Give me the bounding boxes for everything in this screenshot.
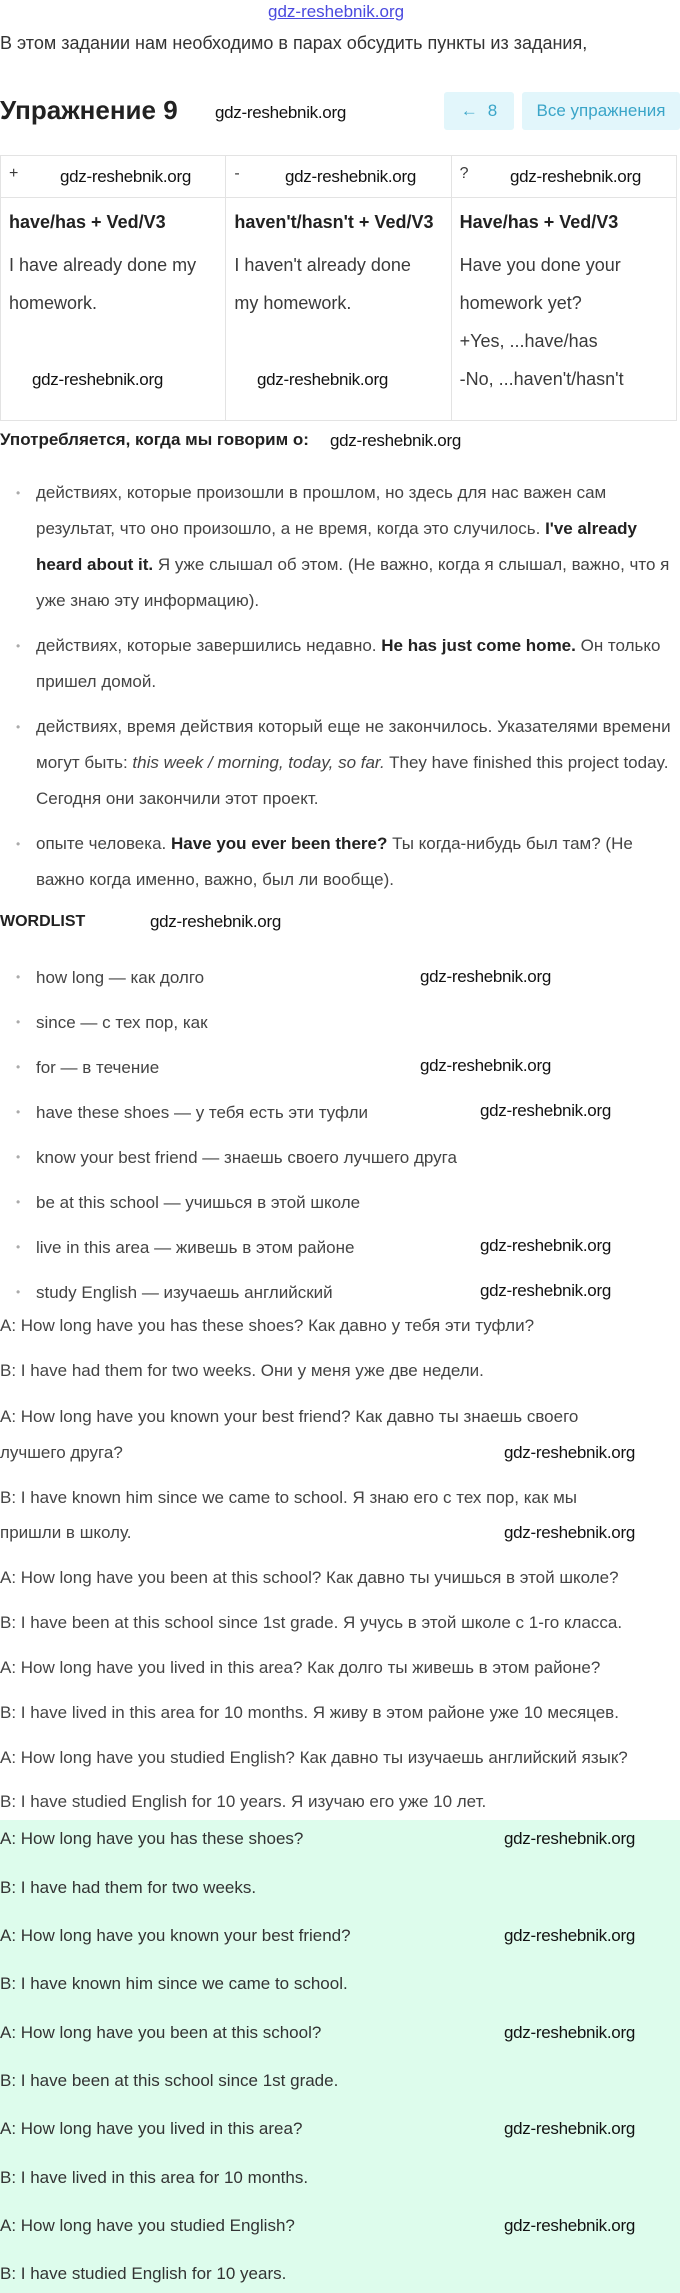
example-text: -No, ...haven't/hasn't: [459, 369, 624, 389]
arrow-left-icon: ←: [460, 101, 478, 120]
formula: Have/has + Ved/V3: [459, 212, 619, 232]
answer-line: B: I have studied English for 10 years.: [0, 2264, 287, 2283]
formula: haven't/hasn't + Ved/V3: [234, 212, 434, 232]
list-item: • study English — изучаешь английский: [0, 1270, 680, 1315]
watermark: gdz-reshebnik.org: [504, 2216, 635, 2235]
example-text: +Yes, ...have/has: [459, 331, 598, 351]
wordlist: [0, 955, 680, 1315]
watermark: gdz-reshebnik.org: [504, 2119, 635, 2138]
list-item: • live in this area — живешь в этом районе: [0, 1225, 680, 1270]
dialogue-line: B: I have lived in this area for 10 months. Я живу в этом районе уже 10 месяцев.: [0, 1703, 619, 1722]
list-item: • действиях, которые завершились недавно. He has just come home. Он только пришел домой.: [0, 628, 680, 700]
answer-line: B: I have had them for two weeks.: [0, 1878, 257, 1897]
watermark: gdz-reshebnik.org: [60, 167, 191, 186]
example-text: my homework.: [234, 293, 352, 313]
watermark: gdz-reshebnik.org: [510, 167, 641, 186]
dialogue-line: пришли в школу.: [0, 1523, 132, 1542]
watermark: gdz-reshebnik.org: [504, 1523, 635, 1542]
watermark: gdz-reshebnik.org: [257, 370, 388, 389]
usage-heading: Употребляется, когда мы говорим о:: [0, 430, 309, 449]
answer-line: A: How long have you known your best friend?: [0, 1926, 351, 1945]
answer-line: A: How long have you has these shoes?: [0, 1829, 304, 1848]
prev-exercise-label: 8: [487, 101, 498, 120]
dialogue-line: A: How long have you known your best friend? Как давно ты знаешь своего: [0, 1407, 579, 1426]
watermark: gdz-reshebnik.org: [285, 167, 416, 186]
watermark: gdz-reshebnik.org: [480, 1236, 611, 1255]
example-text: homework yet?: [459, 293, 582, 313]
list-item: • how long — как долго: [0, 955, 680, 1000]
watermark: gdz-reshebnik.org: [420, 967, 551, 986]
example-text: I haven't already done: [234, 255, 411, 275]
table-header: ?: [451, 156, 676, 198]
table-header: +: [1, 156, 226, 198]
list-item: • действиях, время действия который еще не закончилось. Указателями времени могут быть: this week / morning, today, so far. They have finished this project today. Сегодня они закончили этот проект.: [0, 709, 680, 817]
example-text: I have already done my: [9, 255, 197, 275]
list-item: • have these shoes — у тебя есть эти туфли: [0, 1090, 680, 1135]
table-cell: [451, 198, 676, 421]
wordlist-heading: WORDLIST: [0, 913, 86, 930]
dialogue-line: B: I have been at this school since 1st grade. Я учусь в этой школе с 1-го класса.: [0, 1613, 623, 1632]
answer-line: A: How long have you been at this school?: [0, 2023, 322, 2042]
dialogue-line: A: How long have you lived in this area? Как долго ты живешь в этом районе?: [0, 1658, 601, 1677]
answer-line: A: How long have you lived in this area?: [0, 2119, 303, 2138]
watermark: gdz-reshebnik.org: [32, 370, 163, 389]
all-exercises-button[interactable]: Все упражнения: [522, 92, 680, 130]
list-item: • for — в течение: [0, 1045, 680, 1090]
dialogue-line: B: I have studied English for 10 years. Я изучаю его уже 10 лет.: [0, 1792, 487, 1811]
dialogue-line: B: I have had them for two weeks. Они у меня уже две недели.: [0, 1361, 484, 1380]
watermark: gdz-reshebnik.org: [150, 912, 281, 931]
dialogue-line: A: How long have you studied English? Как давно ты изучаешь английский язык?: [0, 1748, 628, 1767]
dialogue-line: лучшего друга?: [0, 1443, 123, 1462]
watermark: gdz-reshebnik.org: [215, 103, 346, 122]
example-text: Have you done your: [459, 255, 621, 275]
watermark: gdz-reshebnik.org: [504, 1443, 635, 1462]
usage-list: [0, 475, 680, 907]
list-item: • действиях, которые произошли в прошлом, но здесь для нас важен сам результат, что оно произошло, а не время, когда это случилось. I've already heard about it. Я уже слышал об этом. (Не важно, когда я слышал, важно, что я уже знаю эту информацию).: [0, 475, 680, 619]
site-link[interactable]: gdz-reshebnik.org: [268, 2, 405, 21]
watermark: gdz-reshebnik.org: [504, 1926, 635, 1945]
watermark: gdz-reshebnik.org: [504, 2023, 635, 2042]
list-item: • know your best friend — знаешь своего лучшего друга: [0, 1135, 680, 1180]
prev-exercise-button[interactable]: [444, 92, 514, 130]
watermark: gdz-reshebnik.org: [480, 1281, 611, 1300]
dialogue-line: B: I have known him since we came to school. Я знаю его с тех пор, как мы: [0, 1488, 578, 1507]
answer-line: B: I have been at this school since 1st grade.: [0, 2071, 339, 2090]
list-item: • since — с тех пор, как: [0, 1000, 680, 1045]
page-title: Упражнение 9: [0, 95, 178, 125]
answer-line: B: I have lived in this area for 10 months.: [0, 2168, 309, 2187]
dialogue-line: A: How long have you been at this school? Как давно ты учишься в этой школе?: [0, 1568, 619, 1587]
intro-text: В этом задании нам необходимо в парах обсудить пункты из задания,: [0, 33, 588, 53]
list-item: • опыте человека. Have you ever been there? Ты когда-нибудь был там? (Не важно когда именно, важно, был ли вообще).: [0, 826, 680, 898]
watermark: gdz-reshebnik.org: [480, 1101, 611, 1120]
table-header: -: [226, 156, 451, 198]
dialogue-line: A: How long have you has these shoes? Как давно у тебя эти туфли?: [0, 1316, 535, 1335]
formula: have/has + Ved/V3: [9, 212, 166, 232]
list-item: • be at this school — учишься в этой школе: [0, 1180, 680, 1225]
watermark: gdz-reshebnik.org: [420, 1056, 551, 1075]
answer-line: B: I have known him since we came to school.: [0, 1974, 348, 1993]
watermark: gdz-reshebnik.org: [330, 431, 461, 450]
answer-line: A: How long have you studied English?: [0, 2216, 295, 2235]
watermark: gdz-reshebnik.org: [504, 1829, 635, 1848]
example-text: homework.: [9, 293, 98, 313]
